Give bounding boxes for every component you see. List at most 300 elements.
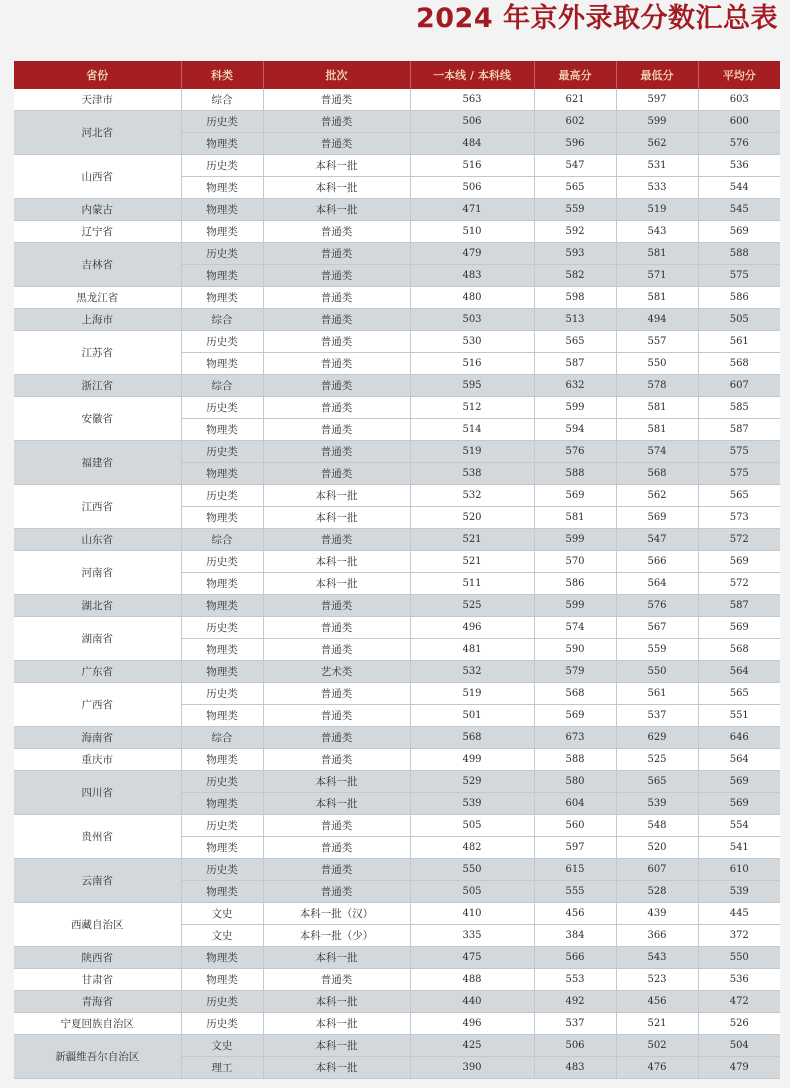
max-score-cell: 483 [534, 1057, 616, 1079]
subject-cell: 物理类 [181, 353, 263, 375]
table-row [14, 595, 780, 617]
avg-score-cell: 588 [698, 243, 780, 265]
province-cell: 辽宁省 [14, 221, 181, 243]
subject-cell: 历史类 [181, 815, 263, 837]
subject-cell: 物理类 [181, 133, 263, 155]
max-score-cell: 598 [534, 287, 616, 309]
table-row [14, 859, 780, 881]
cutoff-cell: 595 [410, 375, 534, 397]
min-score-cell: 576 [616, 595, 698, 617]
cutoff-cell: 516 [410, 353, 534, 375]
max-score-cell: 506 [534, 1035, 616, 1057]
max-score-cell: 582 [534, 265, 616, 287]
header-max: 最高分 [534, 61, 616, 89]
min-score-cell: 537 [616, 705, 698, 727]
subject-cell: 物理类 [181, 793, 263, 815]
table-row [14, 243, 780, 265]
min-score-cell: 456 [616, 991, 698, 1013]
score-table [14, 61, 780, 1079]
avg-score-cell: 564 [698, 749, 780, 771]
province-cell: 安徽省 [14, 397, 181, 441]
province-cell: 黑龙江省 [14, 287, 181, 309]
province-cell: 浙江省 [14, 375, 181, 397]
max-score-cell: 586 [534, 573, 616, 595]
table-row [14, 815, 780, 837]
batch-cell: 本科一批 [263, 551, 410, 573]
avg-score-cell: 544 [698, 177, 780, 199]
avg-score-cell: 472 [698, 991, 780, 1013]
cutoff-cell: 483 [410, 265, 534, 287]
batch-cell: 本科一批 [263, 199, 410, 221]
province-cell: 河北省 [14, 111, 181, 155]
avg-score-cell: 564 [698, 661, 780, 683]
cutoff-cell: 482 [410, 837, 534, 859]
avg-score-cell: 561 [698, 331, 780, 353]
batch-cell: 普通类 [263, 529, 410, 551]
province-cell: 湖北省 [14, 595, 181, 617]
subject-cell: 物理类 [181, 969, 263, 991]
cutoff-cell: 506 [410, 177, 534, 199]
subject-cell: 历史类 [181, 331, 263, 353]
province-cell: 新疆维吾尔自治区 [14, 1035, 181, 1079]
min-score-cell: 543 [616, 947, 698, 969]
table-row [14, 287, 780, 309]
batch-cell: 普通类 [263, 265, 410, 287]
batch-cell: 普通类 [263, 639, 410, 661]
batch-cell: 本科一批 [263, 793, 410, 815]
table-row [14, 617, 780, 639]
max-score-cell: 569 [534, 485, 616, 507]
max-score-cell: 588 [534, 463, 616, 485]
subject-cell: 综合 [181, 309, 263, 331]
cutoff-cell: 519 [410, 441, 534, 463]
avg-score-cell: 554 [698, 815, 780, 837]
min-score-cell: 566 [616, 551, 698, 573]
province-cell: 上海市 [14, 309, 181, 331]
batch-cell: 普通类 [263, 287, 410, 309]
cutoff-cell: 475 [410, 947, 534, 969]
subject-cell: 物理类 [181, 749, 263, 771]
cutoff-cell: 538 [410, 463, 534, 485]
subject-cell: 历史类 [181, 111, 263, 133]
max-score-cell: 594 [534, 419, 616, 441]
max-score-cell: 590 [534, 639, 616, 661]
province-cell: 青海省 [14, 991, 181, 1013]
subject-cell: 物理类 [181, 573, 263, 595]
subject-cell: 文史 [181, 1035, 263, 1057]
subject-cell: 历史类 [181, 441, 263, 463]
subject-cell: 历史类 [181, 397, 263, 419]
batch-cell: 普通类 [263, 595, 410, 617]
batch-cell: 艺术类 [263, 661, 410, 683]
avg-score-cell: 569 [698, 793, 780, 815]
avg-score-cell: 600 [698, 111, 780, 133]
cutoff-cell: 390 [410, 1057, 534, 1079]
subject-cell: 综合 [181, 375, 263, 397]
cutoff-cell: 563 [410, 89, 534, 111]
max-score-cell: 576 [534, 441, 616, 463]
avg-score-cell: 445 [698, 903, 780, 925]
max-score-cell: 615 [534, 859, 616, 881]
max-score-cell: 565 [534, 331, 616, 353]
min-score-cell: 543 [616, 221, 698, 243]
province-cell: 天津市 [14, 89, 181, 111]
province-cell: 山东省 [14, 529, 181, 551]
avg-score-cell: 565 [698, 485, 780, 507]
batch-cell: 本科一批 [263, 485, 410, 507]
table-row [14, 1013, 780, 1035]
min-score-cell: 565 [616, 771, 698, 793]
min-score-cell: 607 [616, 859, 698, 881]
avg-score-cell: 372 [698, 925, 780, 947]
subject-cell: 综合 [181, 89, 263, 111]
max-score-cell: 566 [534, 947, 616, 969]
table-row [14, 331, 780, 353]
table-row [14, 529, 780, 551]
avg-score-cell: 576 [698, 133, 780, 155]
cutoff-cell: 410 [410, 903, 534, 925]
batch-cell: 普通类 [263, 397, 410, 419]
max-score-cell: 588 [534, 749, 616, 771]
avg-score-cell: 569 [698, 617, 780, 639]
subject-cell: 历史类 [181, 243, 263, 265]
avg-score-cell: 536 [698, 155, 780, 177]
cutoff-cell: 525 [410, 595, 534, 617]
batch-cell: 本科一批 [263, 573, 410, 595]
avg-score-cell: 550 [698, 947, 780, 969]
subject-cell: 文史 [181, 925, 263, 947]
avg-score-cell: 505 [698, 309, 780, 331]
batch-cell: 普通类 [263, 617, 410, 639]
min-score-cell: 519 [616, 199, 698, 221]
max-score-cell: 560 [534, 815, 616, 837]
province-cell: 广西省 [14, 683, 181, 727]
avg-score-cell: 504 [698, 1035, 780, 1057]
min-score-cell: 629 [616, 727, 698, 749]
header-cutoff: 一本线 / 本科线 [410, 61, 534, 89]
max-score-cell: 632 [534, 375, 616, 397]
subject-cell: 物理类 [181, 595, 263, 617]
avg-score-cell: 585 [698, 397, 780, 419]
subject-cell: 历史类 [181, 485, 263, 507]
max-score-cell: 570 [534, 551, 616, 573]
province-cell: 河南省 [14, 551, 181, 595]
subject-cell: 历史类 [181, 991, 263, 1013]
max-score-cell: 592 [534, 221, 616, 243]
table-row [14, 155, 780, 177]
cutoff-cell: 510 [410, 221, 534, 243]
max-score-cell: 599 [534, 529, 616, 551]
province-cell: 内蒙古 [14, 199, 181, 221]
min-score-cell: 597 [616, 89, 698, 111]
avg-score-cell: 526 [698, 1013, 780, 1035]
batch-cell: 普通类 [263, 727, 410, 749]
province-cell: 广东省 [14, 661, 181, 683]
cutoff-cell: 506 [410, 111, 534, 133]
header-min: 最低分 [616, 61, 698, 89]
subject-cell: 历史类 [181, 551, 263, 573]
cutoff-cell: 479 [410, 243, 534, 265]
table-row [14, 199, 780, 221]
avg-score-cell: 572 [698, 573, 780, 595]
cutoff-cell: 532 [410, 485, 534, 507]
max-score-cell: 492 [534, 991, 616, 1013]
avg-score-cell: 565 [698, 683, 780, 705]
avg-score-cell: 539 [698, 881, 780, 903]
batch-cell: 普通类 [263, 375, 410, 397]
max-score-cell: 596 [534, 133, 616, 155]
province-cell: 江西省 [14, 485, 181, 529]
min-score-cell: 557 [616, 331, 698, 353]
cutoff-cell: 505 [410, 881, 534, 903]
batch-cell: 普通类 [263, 969, 410, 991]
cutoff-cell: 425 [410, 1035, 534, 1057]
batch-cell: 普通类 [263, 881, 410, 903]
cutoff-cell: 529 [410, 771, 534, 793]
table-row [14, 551, 780, 573]
min-score-cell: 581 [616, 419, 698, 441]
batch-cell: 普通类 [263, 441, 410, 463]
min-score-cell: 559 [616, 639, 698, 661]
batch-cell: 普通类 [263, 111, 410, 133]
cutoff-cell: 511 [410, 573, 534, 595]
min-score-cell: 494 [616, 309, 698, 331]
min-score-cell: 561 [616, 683, 698, 705]
batch-cell: 普通类 [263, 243, 410, 265]
subject-cell: 物理类 [181, 947, 263, 969]
min-score-cell: 366 [616, 925, 698, 947]
cutoff-cell: 471 [410, 199, 534, 221]
cutoff-cell: 512 [410, 397, 534, 419]
batch-cell: 本科一批（汉） [263, 903, 410, 925]
province-cell: 江苏省 [14, 331, 181, 375]
min-score-cell: 523 [616, 969, 698, 991]
batch-cell: 普通类 [263, 221, 410, 243]
batch-cell: 本科一批（少） [263, 925, 410, 947]
cutoff-cell: 499 [410, 749, 534, 771]
max-score-cell: 621 [534, 89, 616, 111]
max-score-cell: 581 [534, 507, 616, 529]
max-score-cell: 599 [534, 397, 616, 419]
subject-cell: 历史类 [181, 1013, 263, 1035]
max-score-cell: 580 [534, 771, 616, 793]
subject-cell: 物理类 [181, 705, 263, 727]
province-cell: 重庆市 [14, 749, 181, 771]
min-score-cell: 476 [616, 1057, 698, 1079]
cutoff-cell: 480 [410, 287, 534, 309]
min-score-cell: 550 [616, 661, 698, 683]
subject-cell: 历史类 [181, 683, 263, 705]
avg-score-cell: 545 [698, 199, 780, 221]
province-cell: 四川省 [14, 771, 181, 815]
table-body [14, 89, 780, 1079]
max-score-cell: 559 [534, 199, 616, 221]
avg-score-cell: 646 [698, 727, 780, 749]
batch-cell: 本科一批 [263, 155, 410, 177]
table-row [14, 309, 780, 331]
cutoff-cell: 484 [410, 133, 534, 155]
province-cell: 湖南省 [14, 617, 181, 661]
subject-cell: 历史类 [181, 155, 263, 177]
table-row [14, 485, 780, 507]
subject-cell: 物理类 [181, 463, 263, 485]
batch-cell: 本科一批 [263, 1035, 410, 1057]
subject-cell: 物理类 [181, 221, 263, 243]
table-row [14, 221, 780, 243]
min-score-cell: 569 [616, 507, 698, 529]
min-score-cell: 581 [616, 287, 698, 309]
batch-cell: 普通类 [263, 837, 410, 859]
table-row [14, 903, 780, 925]
max-score-cell: 568 [534, 683, 616, 705]
max-score-cell: 597 [534, 837, 616, 859]
max-score-cell: 604 [534, 793, 616, 815]
cutoff-cell: 488 [410, 969, 534, 991]
subject-cell: 历史类 [181, 771, 263, 793]
max-score-cell: 553 [534, 969, 616, 991]
batch-cell: 普通类 [263, 859, 410, 881]
cutoff-cell: 496 [410, 1013, 534, 1035]
cutoff-cell: 521 [410, 529, 534, 551]
cutoff-cell: 440 [410, 991, 534, 1013]
cutoff-cell: 335 [410, 925, 534, 947]
min-score-cell: 574 [616, 441, 698, 463]
subject-cell: 综合 [181, 529, 263, 551]
min-score-cell: 567 [616, 617, 698, 639]
max-score-cell: 593 [534, 243, 616, 265]
table-row [14, 441, 780, 463]
avg-score-cell: 568 [698, 639, 780, 661]
table-row [14, 111, 780, 133]
batch-cell: 普通类 [263, 309, 410, 331]
header-subject: 科类 [181, 61, 263, 89]
batch-cell: 本科一批 [263, 991, 410, 1013]
batch-cell: 普通类 [263, 815, 410, 837]
subject-cell: 物理类 [181, 287, 263, 309]
avg-score-cell: 568 [698, 353, 780, 375]
table-row [14, 1035, 780, 1057]
max-score-cell: 569 [534, 705, 616, 727]
table-row [14, 727, 780, 749]
min-score-cell: 562 [616, 133, 698, 155]
province-cell: 宁夏回族自治区 [14, 1013, 181, 1035]
min-score-cell: 578 [616, 375, 698, 397]
table-row [14, 661, 780, 683]
batch-cell: 普通类 [263, 463, 410, 485]
avg-score-cell: 569 [698, 551, 780, 573]
batch-cell: 本科一批 [263, 771, 410, 793]
min-score-cell: 581 [616, 397, 698, 419]
cutoff-cell: 550 [410, 859, 534, 881]
batch-cell: 本科一批 [263, 947, 410, 969]
min-score-cell: 564 [616, 573, 698, 595]
province-cell: 福建省 [14, 441, 181, 485]
cutoff-cell: 503 [410, 309, 534, 331]
subject-cell: 综合 [181, 727, 263, 749]
province-cell: 山西省 [14, 155, 181, 199]
max-score-cell: 587 [534, 353, 616, 375]
header-batch: 批次 [263, 61, 410, 89]
subject-cell: 物理类 [181, 177, 263, 199]
cutoff-cell: 530 [410, 331, 534, 353]
min-score-cell: 548 [616, 815, 698, 837]
max-score-cell: 579 [534, 661, 616, 683]
min-score-cell: 439 [616, 903, 698, 925]
max-score-cell: 384 [534, 925, 616, 947]
cutoff-cell: 568 [410, 727, 534, 749]
max-score-cell: 565 [534, 177, 616, 199]
max-score-cell: 547 [534, 155, 616, 177]
avg-score-cell: 575 [698, 441, 780, 463]
min-score-cell: 528 [616, 881, 698, 903]
province-cell: 贵州省 [14, 815, 181, 859]
table-row [14, 947, 780, 969]
avg-score-cell: 603 [698, 89, 780, 111]
max-score-cell: 555 [534, 881, 616, 903]
min-score-cell: 502 [616, 1035, 698, 1057]
province-cell: 甘肃省 [14, 969, 181, 991]
batch-cell: 本科一批 [263, 1013, 410, 1035]
cutoff-cell: 496 [410, 617, 534, 639]
province-cell: 陕西省 [14, 947, 181, 969]
subject-cell: 物理类 [181, 837, 263, 859]
batch-cell: 本科一批 [263, 507, 410, 529]
min-score-cell: 550 [616, 353, 698, 375]
table-row [14, 89, 780, 111]
subject-cell: 物理类 [181, 881, 263, 903]
batch-cell: 普通类 [263, 89, 410, 111]
batch-cell: 普通类 [263, 683, 410, 705]
province-cell: 西藏自治区 [14, 903, 181, 947]
batch-cell: 本科一批 [263, 1057, 410, 1079]
avg-score-cell: 610 [698, 859, 780, 881]
cutoff-cell: 532 [410, 661, 534, 683]
table-row [14, 991, 780, 1013]
min-score-cell: 547 [616, 529, 698, 551]
avg-score-cell: 572 [698, 529, 780, 551]
subject-cell: 物理类 [181, 265, 263, 287]
min-score-cell: 581 [616, 243, 698, 265]
cutoff-cell: 501 [410, 705, 534, 727]
max-score-cell: 673 [534, 727, 616, 749]
province-cell: 云南省 [14, 859, 181, 903]
avg-score-cell: 569 [698, 771, 780, 793]
batch-cell: 本科一批 [263, 177, 410, 199]
max-score-cell: 513 [534, 309, 616, 331]
subject-cell: 理工 [181, 1057, 263, 1079]
min-score-cell: 568 [616, 463, 698, 485]
subject-cell: 历史类 [181, 859, 263, 881]
min-score-cell: 562 [616, 485, 698, 507]
batch-cell: 普通类 [263, 331, 410, 353]
max-score-cell: 537 [534, 1013, 616, 1035]
max-score-cell: 456 [534, 903, 616, 925]
table-row [14, 969, 780, 991]
cutoff-cell: 521 [410, 551, 534, 573]
avg-score-cell: 587 [698, 595, 780, 617]
batch-cell: 普通类 [263, 133, 410, 155]
header-province: 省份 [14, 61, 181, 89]
avg-score-cell: 479 [698, 1057, 780, 1079]
province-cell: 海南省 [14, 727, 181, 749]
cutoff-cell: 539 [410, 793, 534, 815]
min-score-cell: 533 [616, 177, 698, 199]
avg-score-cell: 551 [698, 705, 780, 727]
table-header-row [14, 61, 780, 89]
table-row [14, 683, 780, 705]
avg-score-cell: 573 [698, 507, 780, 529]
min-score-cell: 521 [616, 1013, 698, 1035]
